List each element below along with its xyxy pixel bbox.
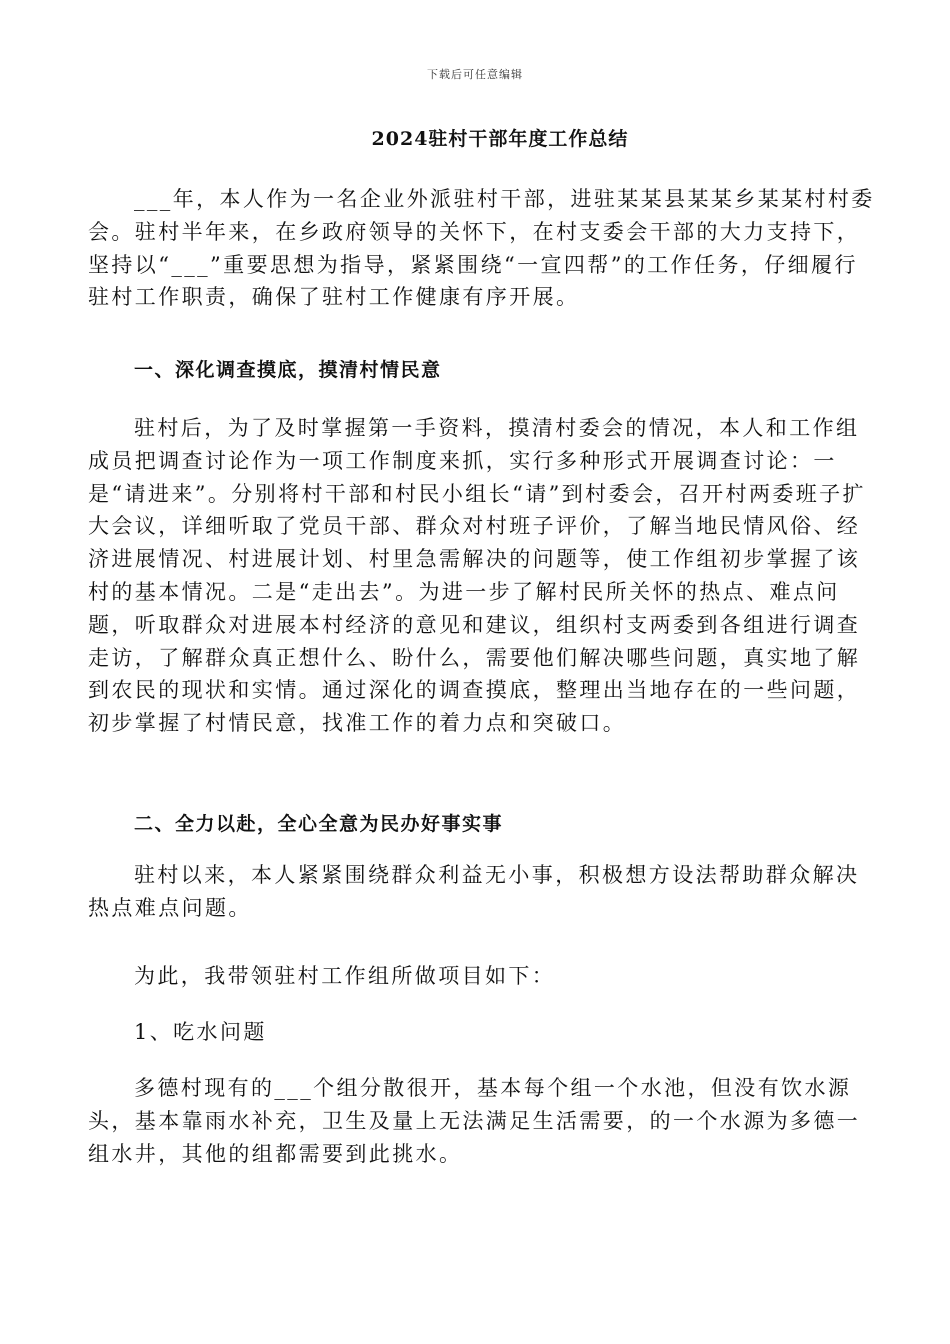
- item-1-paragraph: 多德村现有的___个组分散很开，基本每个组一个水池，但没有饮水源头，基本靠雨水补充，卫生及量上无法满足生活需要，的一个水源为多德一组水井，其他的组都需要到此挑水。: [88, 1076, 861, 1166]
- intro-paragraph: ___年，本人作为一名企业外派驻村干部，进驻某某县某某乡某某村村委会。驻村半年来，在乡政府领导的关怀下，在村支委会干部的大力支持下，坚持以“___”重要思想为指导，紧紧围绕“一宣四帮”的工作任务，仔细履行驻村工作职责，确保了驻村工作健康有序开展。: [88, 187, 875, 310]
- document-title: 2024驻村干部年度工作总结: [371, 128, 629, 150]
- item-1-title: 1、吃水问题: [134, 1020, 267, 1044]
- section-2-lead-paragraph: 为此，我带领驻村工作组所做项目如下：: [134, 964, 556, 988]
- section-1-heading: 一、深化调查摸底，摸清村情民意: [134, 359, 442, 381]
- section-2-paragraph: 驻村以来，本人紧紧围绕群众利益无小事，积极想方设法帮助群众解决热点难点问题。: [88, 863, 860, 920]
- section-1-paragraph: 驻村后，为了及时掌握第一手资料，摸清村委会的情况，本人和工作组成员把调查讨论作为一项工作制度来抓，实行多种形式开展调查讨论：一是“请进来”。分别将村干部和村民小组长“请”到村委会，召开村两委班子扩大会议，详细听取了党员干部、群众对村班子评价，了解当地民情风俗、经济进展情况、村进展计划、村里急需解决的问题等，使工作组初步掌握了该村的基本情况。二是“走出去”。为进一步了解村民所关怀的热点、难点问题，听取群众对进展本村经济的意见和建议，组织村支两委到各组进行调查走访，了解群众真正想什么、盼什么，需要他们解决哪些问题，真实地了解到农民的现状和实情。通过深化的调查摸底，整理出当地存在的一些问题，初步掌握了村情民意，找准工作的着力点和突破口。: [88, 416, 866, 736]
- header-note: 下载后可任意编辑: [427, 68, 523, 81]
- section-2-heading: 二、全力以赴，全心全意为民办好事实事: [134, 813, 504, 835]
